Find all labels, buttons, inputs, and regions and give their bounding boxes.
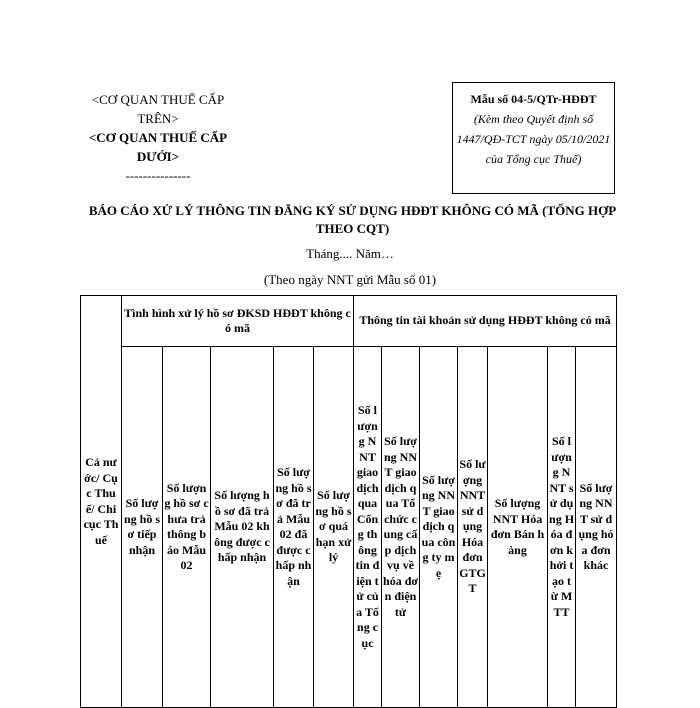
form-code-box	[452, 82, 615, 194]
col-header: Số lượng hồ sơ quá hạn xử lý	[314, 347, 354, 708]
col-header: Số lượng NNT giao dịch qua công ty mẹ	[420, 347, 458, 708]
form-code: Mẫu số 04-5/QTr-HĐĐT	[470, 92, 597, 106]
col-unit-header: Cả nước/ Cục Thuế/ Chi cục Thuế	[81, 296, 122, 708]
group-processing-header: Tình hình xử lý hồ sơ ĐKSD HĐĐT không có mã	[122, 296, 354, 347]
col-header: Số lượng NNT Hóa đơn Bán hàng	[488, 347, 548, 708]
report-title: BÁO CÁO XỬ LÝ THÔNG TIN ĐĂNG KÝ SỬ DỤNG HĐĐT KHÔNG CÓ MÃ (TỔNG HỢP THEO CQT)	[88, 203, 617, 236]
lower-agency: <CƠ QUAN THUẾ CẤP DƯỚI>	[88, 130, 228, 164]
col-header: Số lượng hồ sơ đã trả Mẫu 02 đã được chấp nhận	[274, 347, 314, 708]
col-header: Số lượng NNT giao dịch qua Cổng thông tin điện tử của Tổng cục	[354, 347, 382, 708]
group-account-header: Thông tin tài khoản sử dụng HĐĐT không có mã	[354, 296, 617, 347]
col-header: Số lượng hồ sơ đã trả Mẫu 02 không được chấp nhận	[211, 347, 274, 708]
upper-agency: <CƠ QUAN THUẾ CẤP TRÊN>	[91, 92, 225, 126]
col-header: Số lượng NNT sử dụng hóa đơn khác	[576, 347, 617, 708]
col-header: Số lượng hồ sơ chưa trả thông báo Mẫu 02	[163, 347, 211, 708]
report-table	[80, 295, 617, 708]
col-header: Số lượng NNT sử dụng Hóa đơn GTGT	[458, 347, 488, 708]
col-header: Số lượng hồ sơ tiếp nhận	[122, 347, 163, 708]
col-header: Số lượng NNT giao dịch qua Tổ chức cung cấp dịch vụ về hóa đơn điện tử	[382, 347, 420, 708]
col-header: Số lượng NNT sử dụng Hóa đơn khởi tạo từ MTT	[548, 347, 576, 708]
report-period: Tháng.... Năm…	[306, 246, 394, 261]
report-basis: (Theo ngày NNT gửi Mẫu số 01)	[263, 272, 437, 287]
agency-header	[72, 90, 244, 185]
header-separator: ---------------	[125, 168, 191, 183]
form-note: (Kèm theo Quyết định số 1447/QĐ-TCT ngày 05/10/2021 của Tổng cục Thuế)	[456, 112, 611, 166]
